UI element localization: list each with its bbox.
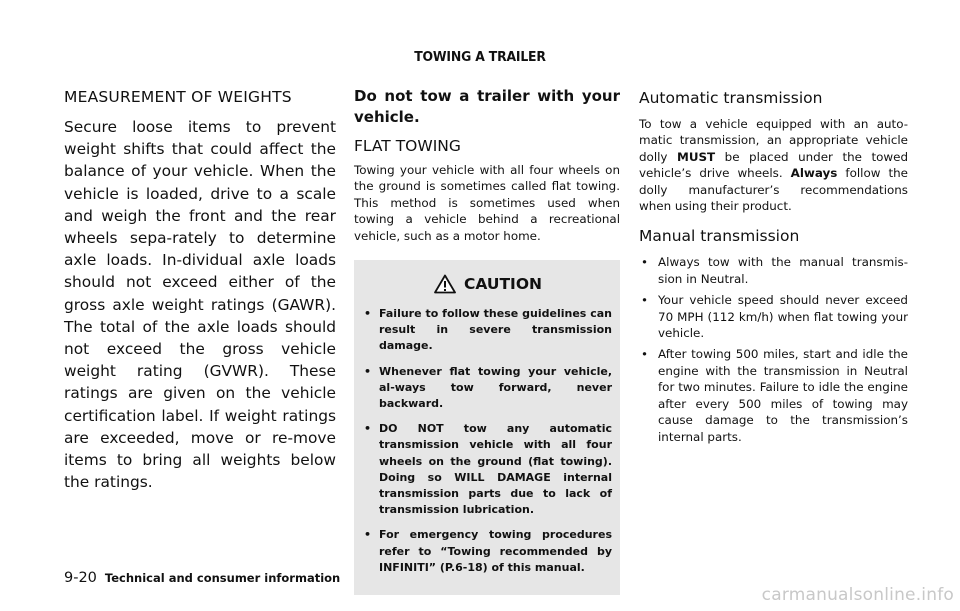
- footer-section: Technical and consumer information: [104, 571, 341, 585]
- caution-title: [364, 274, 612, 294]
- auto-always: Always: [790, 166, 838, 181]
- auto-text-2: be placed under the towed vehicle’s drive wheels.: [639, 149, 908, 181]
- list-item: • After towing 500 miles, start and idle the engine with the transmission in Neutral for two minutes. Failure to idle the engine after every 500 miles of towing may cause damage to the transmission’s internal parts.: [639, 346, 908, 444]
- measurement-paragraph: Secure loose items to prevent weight shifts that could affect the balance of your vehicle. When the vehicle is loaded, drive to a scale and weigh the front and the rear wheels sepa-rately to determine axle loads. In-dividual axle loads should not exceed either of the gross axle weight ratings (GAWR). The total of the axle loads should not exceed the gross vehicle weight rating (GVWR). These ratings are given on the vehicle certification label. If weight ratings are exceeded, move or re-move items to bring all weights below the ratings.: [64, 118, 336, 492]
- watermark: carmanualsonline.info: [761, 585, 954, 605]
- column-flat-towing: [354, 86, 620, 595]
- caution-box: [354, 260, 620, 595]
- caution-item: • For emergency towing procedures refer to “Towing recommended by INFINITI” (P.6-18) of this manual.: [364, 527, 612, 576]
- automatic-transmission-paragraph: [639, 116, 908, 214]
- list-item: • Your vehicle speed should never exceed 70 MPH (112 km/h) when flat towing your vehicle.: [639, 292, 908, 341]
- caution-item: • Whenever flat towing your vehicle, al-ways tow forward, never backward.: [364, 364, 612, 413]
- flat-towing-paragraph: Towing your vehicle with all four wheels on the ground is sometimes called flat towing. This method is sometimes used when towing a vehicle behind a recreational vehicle, such as a motor home.: [354, 163, 620, 243]
- automatic-transmission-heading: Automatic transmission: [639, 89, 823, 107]
- manual-transmission-heading: Manual transmission: [639, 227, 800, 246]
- warning-triangle-icon: [434, 274, 456, 294]
- no-trailer-warning: Do not tow a trailer with your vehicle.: [354, 87, 620, 126]
- auto-text-1: To tow a vehicle equipped with an auto-matic transmission, an appropriate vehicle dolly: [639, 117, 908, 164]
- caution-item: • DO NOT tow any automatic transmission vehicle with all four wheels on the ground (flat towing). Doing so WILL DAMAGE internal transmission parts due to lack of transmission lubrication.: [364, 421, 612, 518]
- auto-must: MUST: [676, 149, 716, 164]
- list-item: • Always tow with the manual transmis-sion in Neutral.: [639, 254, 908, 287]
- page-number: 9-20: [64, 570, 97, 586]
- column-measurement: [64, 86, 336, 493]
- caution-item: • Failure to follow these guidelines can result in severe transmission damage.: [364, 306, 612, 355]
- auto-text-3: follow the dolly manufacturer’s recommendations when using their product.: [639, 166, 908, 214]
- caution-label: CAUTION: [464, 275, 542, 294]
- flat-towing-heading: FLAT TOWING: [354, 137, 461, 155]
- caution-list: [364, 306, 612, 576]
- page-header: TOWING A TRAILER: [414, 49, 546, 65]
- page-footer: [64, 570, 340, 586]
- manual-transmission-list: [639, 254, 908, 444]
- measurement-heading: MEASUREMENT OF WEIGHTS: [64, 88, 292, 106]
- column-transmission: [639, 88, 908, 450]
